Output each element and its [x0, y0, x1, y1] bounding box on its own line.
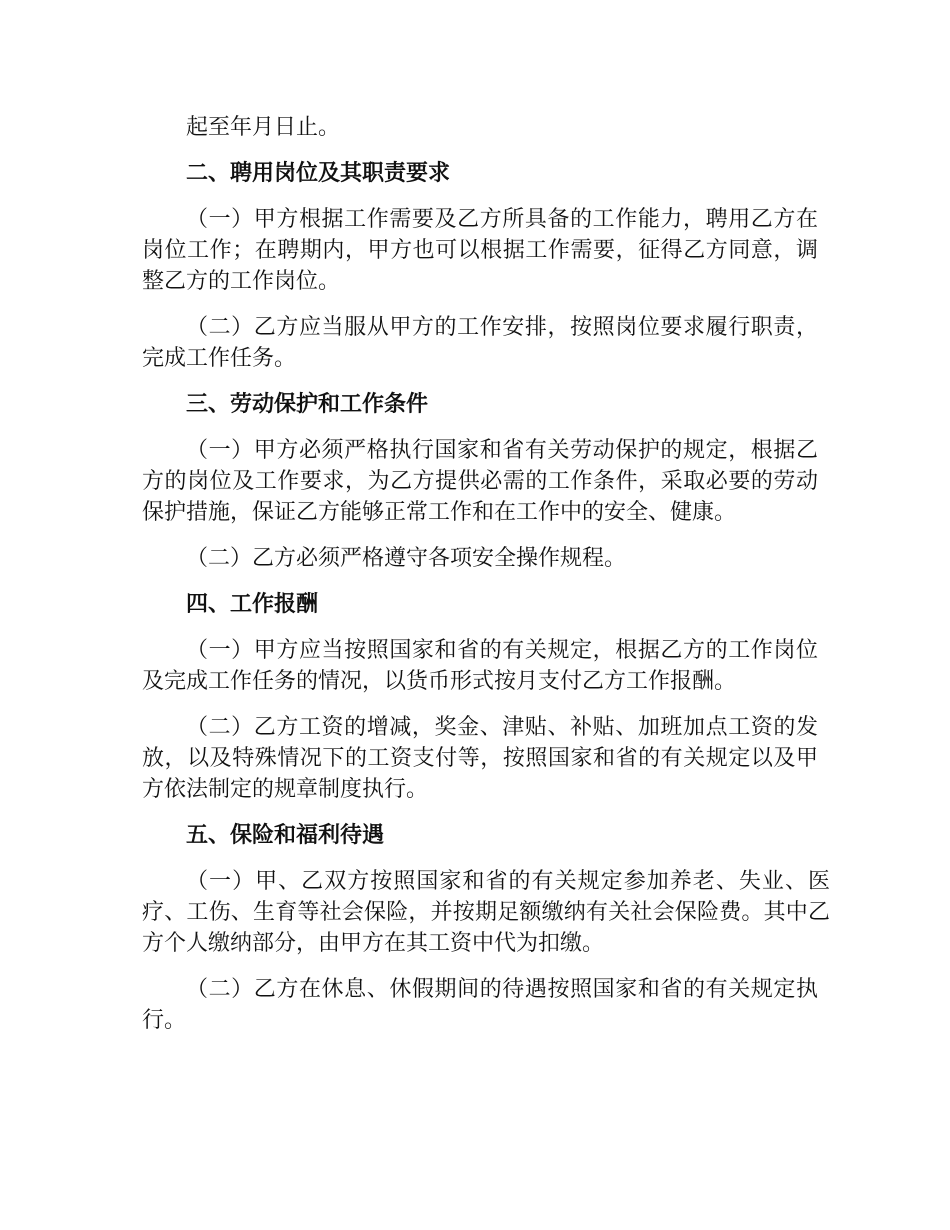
heading-section-3: 三、劳动保护和工作条件	[186, 391, 429, 417]
heading-section-2: 二、聘用岗位及其职责要求	[186, 160, 451, 186]
paragraph-4-1: （一）甲方应当按照国家和省的有关规定，根据乙方的工作岗位及完成工作任务的情况，以货币形式按月支付乙方工作报酬。	[142, 638, 818, 694]
paragraph-5-2: （二）乙方在休息、休假期间的待遇按照国家和省的有关规定执行。	[142, 977, 818, 1033]
paragraph-2-2: （二）乙方应当服从甲方的工作安排，按照岗位要求履行职责，完成工作任务。	[142, 315, 818, 371]
paragraph-5-1: （一）甲、乙双方按照国家和省的有关规定参加养老、失业、医疗、工伤、生育等社会保险，并按期足额缴纳有关社会保险费。其中乙方个人缴纳部分，由甲方在其工资中代为扣缴。	[142, 869, 830, 956]
heading-section-4: 四、工作报酬	[186, 591, 319, 617]
heading-section-5: 五、保险和福利待遇	[186, 822, 385, 848]
paragraph-3-2: （二）乙方必须严格遵守各项安全操作规程。	[186, 546, 627, 571]
paragraph-term-end: 起至年月日止。	[186, 115, 341, 140]
paragraph-2-1: （一）甲方根据工作需要及乙方所具备的工作能力，聘用乙方在岗位工作；在聘期内，甲方也可以根据工作需要，征得乙方同意，调整乙方的工作岗位。	[142, 207, 818, 294]
document-body	[142, 112, 830, 1051]
paragraph-3-1: （一）甲方必须严格执行国家和省有关劳动保护的规定，根据乙方的岗位及工作要求，为乙方提供必需的工作条件，采取必要的劳动保护措施，保证乙方能够正常工作和在工作中的安全、健康。	[142, 438, 818, 525]
paragraph-4-2: （二）乙方工资的增减，奖金、津贴、补贴、加班加点工资的发放，以及特殊情况下的工资支付等，按照国家和省的有关规定以及甲方依法制定的规章制度执行。	[142, 715, 818, 802]
